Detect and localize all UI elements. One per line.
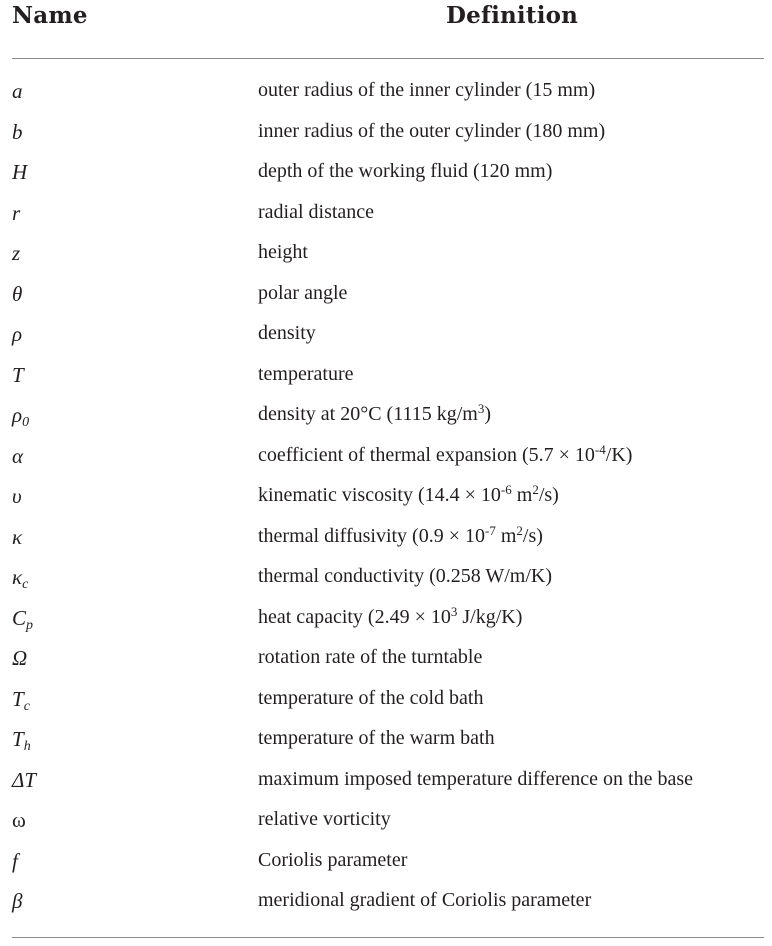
row-definition: temperature of the warm bath	[258, 727, 495, 749]
symbol-base: ρ	[12, 403, 23, 427]
definition-text: kinematic viscosity (14.4 × 10	[258, 484, 501, 506]
row-symbol: κ	[12, 524, 23, 549]
row-symbol: r	[12, 200, 21, 225]
row-symbol: T	[12, 362, 24, 387]
row-symbol	[12, 403, 29, 428]
row-symbol: z	[12, 241, 21, 265]
row-definition: meridional gradient of Coriolis parameter	[258, 889, 592, 911]
definition-text: coefficient of thermal expansion (5.7 × 10	[258, 443, 595, 466]
table-row	[12, 883, 764, 924]
definition-superscript: -4	[594, 441, 606, 457]
row-definition	[258, 403, 491, 426]
table-row	[12, 73, 764, 114]
row-definition: polar angle	[258, 281, 348, 304]
row-definition: relative vorticity	[258, 808, 391, 830]
row-definition: maximum imposed temperature difference on the base	[258, 767, 694, 790]
row-symbol: α	[12, 443, 24, 468]
table-row	[12, 478, 764, 519]
row-symbol: θ	[12, 281, 23, 306]
table-row	[12, 640, 764, 681]
table-row	[12, 235, 764, 276]
table-row	[12, 681, 764, 722]
definition-text: heat capacity (2.49 × 10	[258, 605, 451, 628]
table-row	[12, 154, 764, 195]
definition-tail: /s)	[538, 484, 559, 506]
symbol-subscript: h	[23, 739, 31, 754]
symbol-base: T	[12, 686, 24, 711]
row-definition: Coriolis parameter	[258, 848, 408, 871]
definition-text: density at 20°C (1115 kg/m	[258, 403, 478, 425]
definition-tail: )	[484, 403, 492, 425]
definition-text: thermal diffusivity (0.9 × 10	[258, 524, 485, 547]
row-symbol	[12, 727, 31, 752]
row-definition	[258, 441, 633, 467]
definition-tail: /K)	[605, 443, 633, 466]
row-symbol: f	[12, 848, 18, 873]
table-body	[12, 73, 764, 924]
column-header-name: Name	[12, 2, 88, 29]
row-definition: height	[258, 241, 308, 263]
definition-superscript: -7	[485, 522, 496, 538]
table-row	[12, 762, 764, 803]
symbol-subscript: 0	[22, 415, 30, 430]
row-definition: temperature of the cold bath	[258, 686, 484, 709]
row-definition: rotation rate of the turntable	[258, 646, 483, 668]
row-symbol: υ	[12, 484, 22, 508]
table-row	[12, 114, 764, 155]
symbol-base: T	[12, 727, 24, 751]
symbol-base: κ	[12, 565, 23, 589]
row-symbol	[12, 687, 30, 712]
definition-tail: /s)	[522, 524, 543, 547]
definition-superscript: -6	[500, 482, 512, 497]
table-row	[12, 357, 764, 398]
table-row	[12, 802, 764, 843]
row-definition: radial distance	[258, 200, 375, 223]
row-definition: temperature	[258, 362, 354, 385]
column-header-definition: Definition	[446, 2, 579, 29]
definition-middle: m	[495, 524, 517, 547]
row-symbol: ρ	[12, 322, 23, 346]
symbol-base: C	[12, 605, 27, 630]
table-header	[12, 0, 764, 58]
table-row	[12, 195, 764, 236]
row-symbol: b	[12, 119, 23, 144]
table-row	[12, 316, 764, 357]
row-symbol: Ω	[12, 646, 28, 670]
table-row	[12, 843, 764, 884]
table-row	[12, 397, 764, 438]
row-symbol: a	[12, 79, 23, 103]
table-row	[12, 721, 764, 762]
definition-tail: J/kg/K)	[457, 605, 523, 628]
table-bottom-rule	[12, 937, 764, 938]
table-row	[12, 600, 764, 641]
table-row	[12, 559, 764, 600]
definition-superscript: 3	[477, 401, 485, 416]
row-symbol: ΔT	[12, 767, 37, 792]
definition-superscript: 3	[450, 603, 458, 619]
definition-superscript-2: 2	[516, 522, 523, 538]
symbol-subscript: c	[22, 577, 29, 592]
row-definition	[258, 484, 559, 507]
row-definition: density	[258, 322, 316, 344]
row-symbol: β	[12, 889, 23, 913]
row-symbol: ω	[12, 808, 26, 832]
row-definition	[258, 603, 523, 629]
row-definition: depth of the working fluid (120 mm)	[258, 160, 553, 182]
definition-middle: m	[511, 484, 533, 506]
row-definition	[258, 522, 543, 548]
row-symbol: H	[12, 160, 28, 184]
row-symbol	[12, 565, 28, 590]
row-definition: outer radius of the inner cylinder (15 mm)	[258, 79, 596, 101]
header-rule	[12, 58, 764, 59]
definition-superscript-2: 2	[532, 482, 539, 497]
symbol-subscript: p	[26, 617, 34, 633]
table-row	[12, 519, 764, 560]
table-row	[12, 438, 764, 479]
row-definition: inner radius of the outer cylinder (180 mm)	[258, 119, 606, 142]
row-definition: thermal conductivity (0.258 W/m/K)	[258, 565, 553, 587]
row-symbol	[12, 606, 33, 631]
table-row	[12, 276, 764, 317]
symbol-subscript: c	[23, 698, 30, 714]
